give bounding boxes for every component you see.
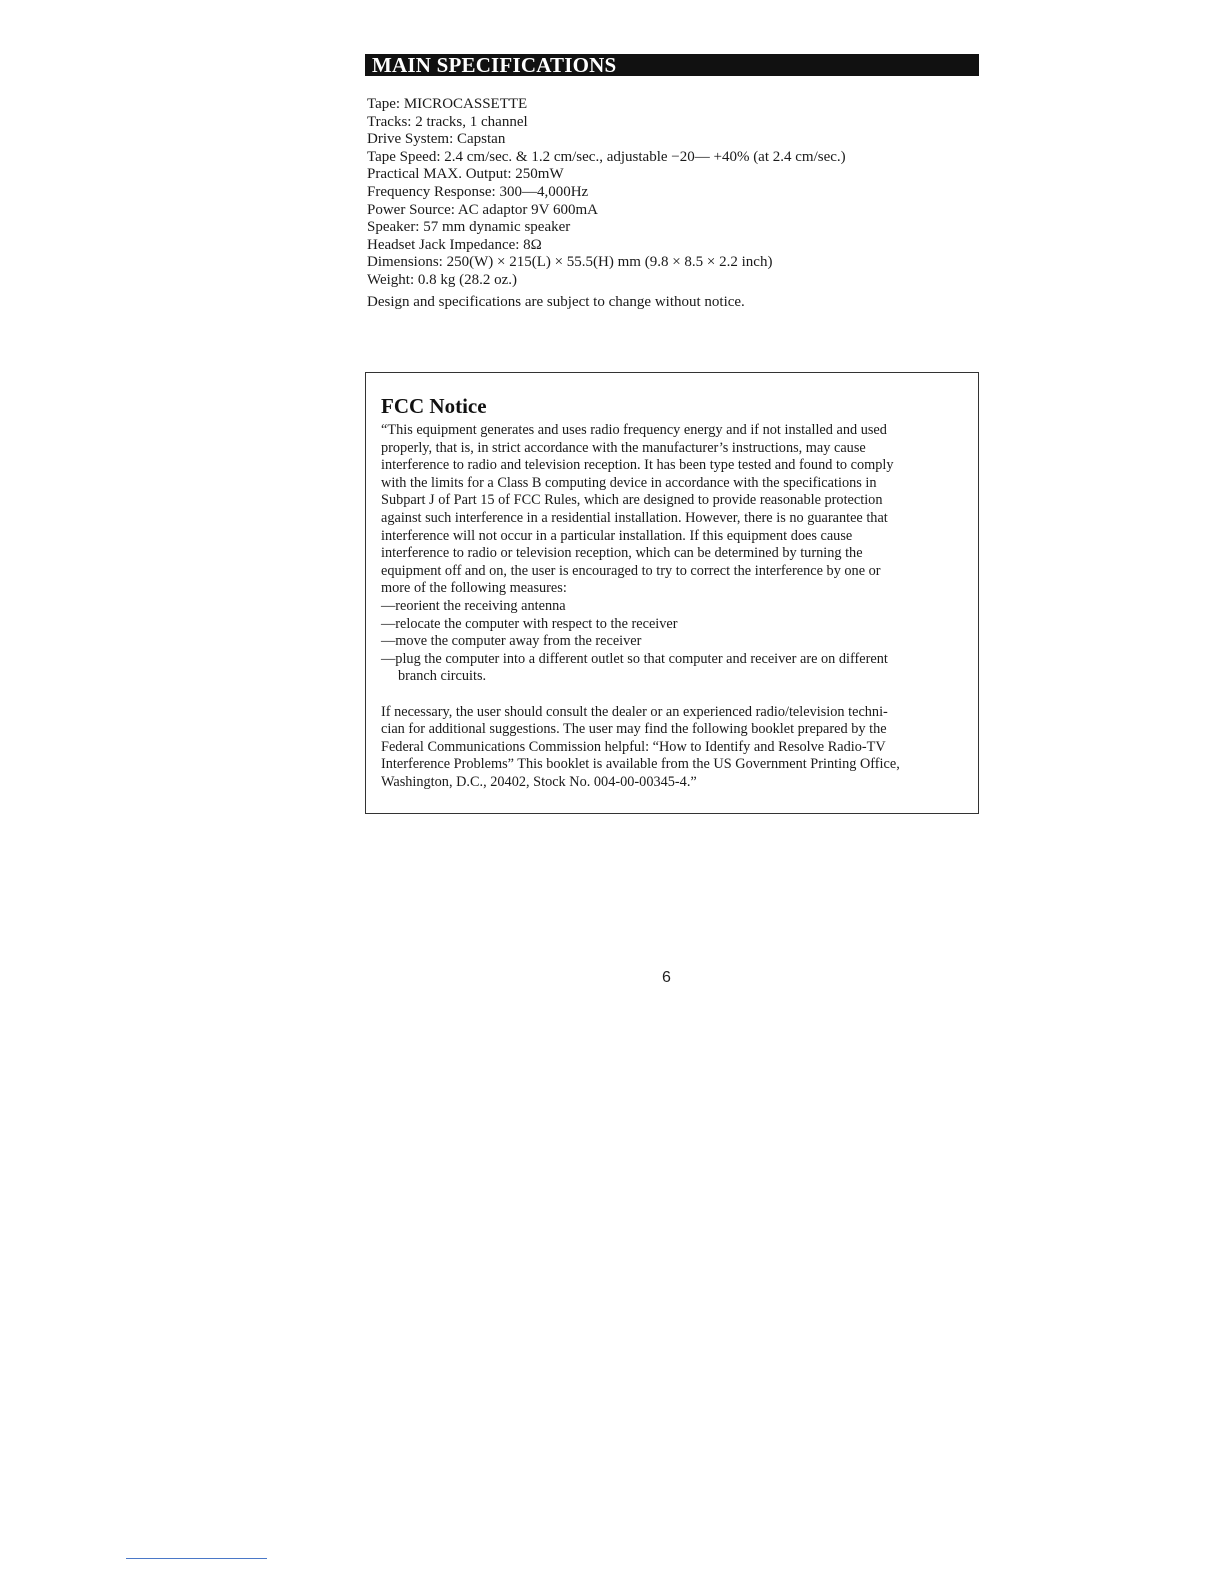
page-number: 6 [662,969,671,986]
fcc-paragraph-line: against such interference in a residential installation. However, there is no guarantee that [381,509,888,526]
fcc-paragraph-line: more of the following measures: [381,580,567,597]
section-title: MAIN SPECIFICATIONS [372,53,617,77]
fcc-notice-body [381,422,971,791]
spec-headset-impedance: Headset Jack Impedance: 8Ω [367,236,542,253]
fcc-paragraph-line: Federal Communications Commission helpful: “How to Identify and Resolve Radio-TV [381,738,886,755]
spec-dimensions: Dimensions: 250(W) × 215(L) × 55.5(H) mm (9.8 × 8.5 × 2.2 inch) [367,254,773,271]
fcc-paragraph-line: equipment off and on, the user is encouraged to try to correct the interference by one or [381,562,881,579]
spec-weight: Weight: 0.8 kg (28.2 oz.) [367,271,518,288]
fcc-measure-item: —plug the computer into a different outlet so that computer and receiver are on different [381,650,888,667]
spec-tape: Tape: MICROCASSETTE [367,96,528,112]
fcc-paragraph-line: Washington, D.C., 20402, Stock No. 004-00-00345-4.” [381,773,697,790]
spec-frequency-response: Frequency Response: 300—4,000Hz [367,183,589,200]
spec-power-source: Power Source: AC adaptor 9V 600mA [367,201,598,218]
fcc-measure-continuation: branch circuits. [398,668,487,685]
spec-disclaimer: Design and specifications are subject to change without notice. [367,293,745,310]
spec-tracks: Tracks: 2 tracks, 1 channel [367,113,528,130]
fcc-measure-item: —reorient the receiving antenna [381,597,566,614]
spec-tape-speed: Tape Speed: 2.4 cm/sec. & 1.2 cm/sec., adjustable −20— +40% (at 2.4 cm/sec.) [367,148,846,165]
fcc-paragraph-line: interference to radio or television reception, which can be determined by turning the [381,545,863,562]
fcc-measure-item: —move the computer away from the receiver [381,633,642,650]
fcc-paragraph-line: properly, that is, in strict accordance with the manufacturer’s instructions, may cause [381,439,866,456]
specifications-list [367,96,977,311]
fcc-paragraph-line: interference will not occur in a particular installation. If this equipment does cause [381,527,853,544]
fcc-paragraph-line: cian for additional suggestions. The user may find the following booklet prepared by the [381,721,887,738]
footer-rule [126,1558,267,1559]
fcc-measure-item: —relocate the computer with respect to the receiver [381,615,678,632]
fcc-paragraph-line: with the limits for a Class B computing device in accordance with the specifications in [381,474,877,491]
fcc-notice-box [365,372,979,814]
fcc-paragraph-line: interference to radio and television reception. It has been type tested and found to comply [381,457,894,474]
paragraph-spacer [381,686,971,704]
spec-output: Practical MAX. Output: 250mW [367,166,564,183]
fcc-paragraph-line: “This equipment generates and uses radio frequency energy and if not installed and used [381,422,887,438]
spec-speaker: Speaker: 57 mm dynamic speaker [367,219,571,236]
fcc-paragraph-line: If necessary, the user should consult the dealer or an experienced radio/television techni- [381,703,888,720]
fcc-paragraph-line: Interference Problems” This booklet is available from the US Government Printing Office, [381,756,900,773]
fcc-notice-title: FCC Notice [381,394,487,418]
spec-drive-system: Drive System: Capstan [367,131,506,148]
fcc-paragraph-line: Subpart J of Part 15 of FCC Rules, which are designed to provide reasonable protection [381,492,883,509]
